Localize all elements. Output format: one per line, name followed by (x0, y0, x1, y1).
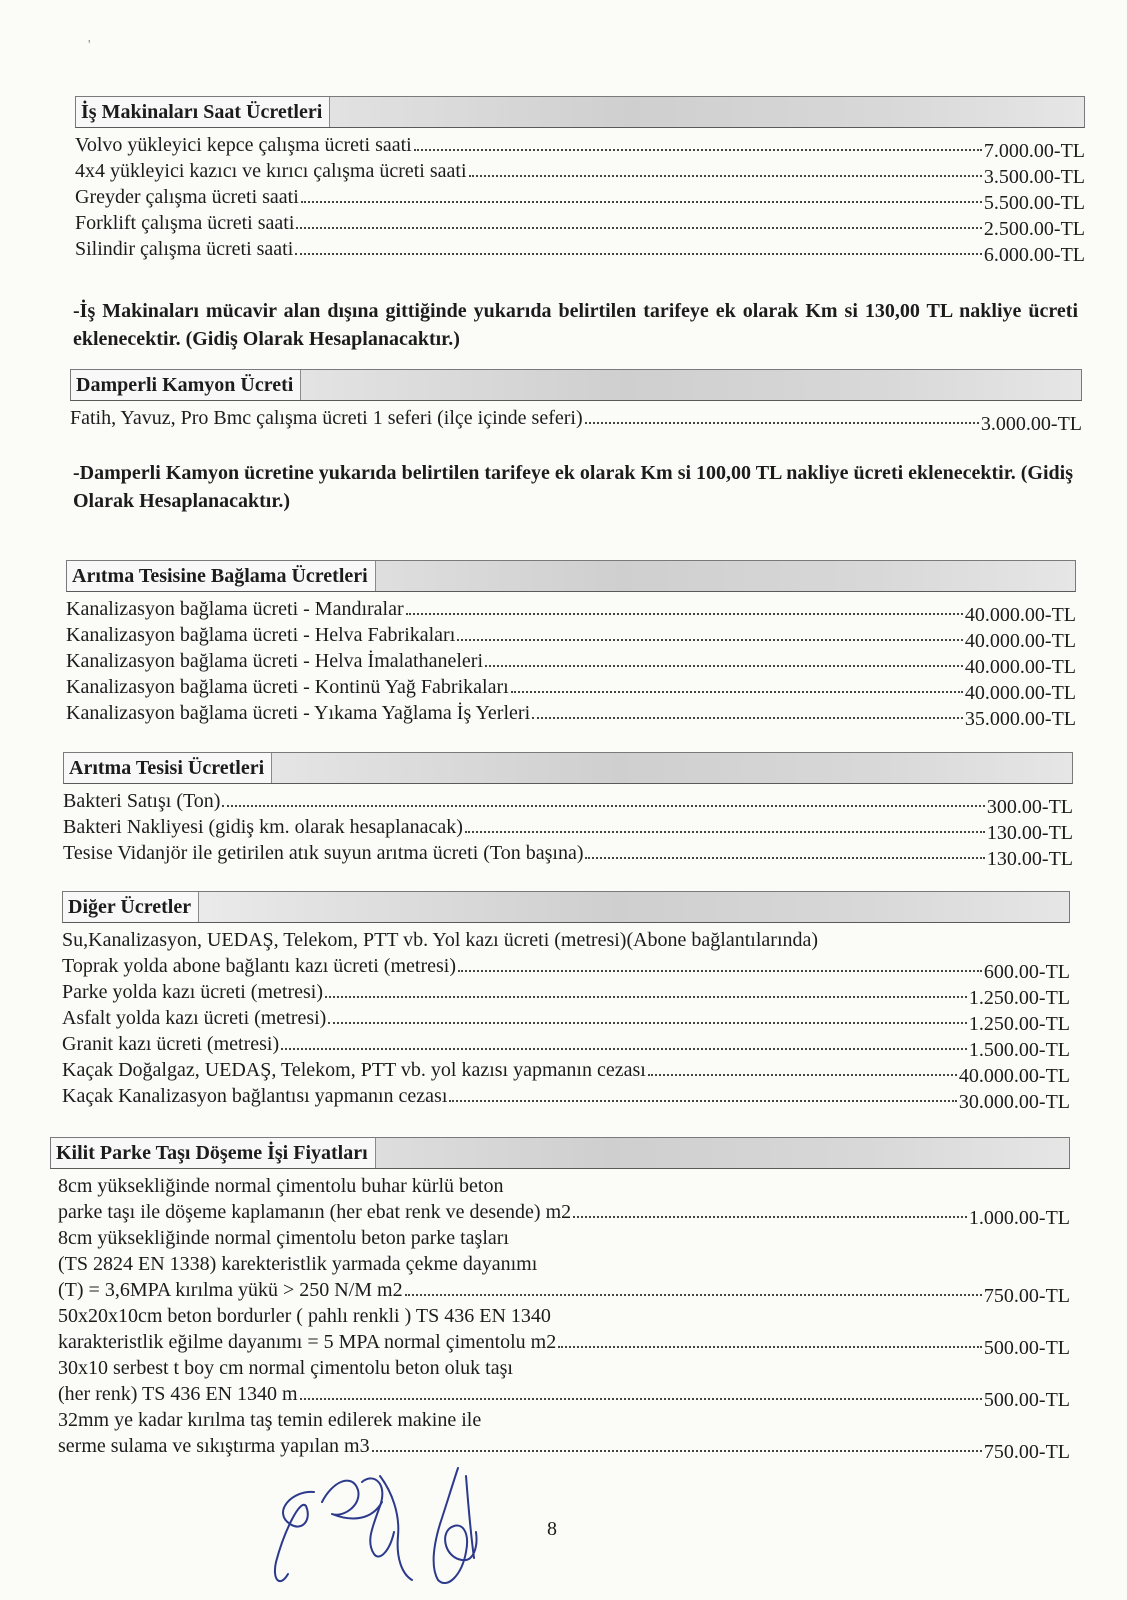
item-price: 130.00-TL (986, 822, 1073, 844)
dot-leader (372, 1450, 982, 1452)
dot-leader (295, 253, 982, 255)
price-row (66, 619, 1076, 652)
item-label: Greyder çalışma ücreti saati (75, 186, 299, 208)
section-paving-stone-prices (50, 1137, 1070, 1463)
price-row (58, 1274, 1070, 1307)
item-price: 1.250.00-TL (968, 987, 1070, 1009)
dot-leader (328, 1022, 967, 1024)
price-list (75, 129, 1085, 266)
price-list (70, 402, 1082, 435)
item-price: 3.000.00-TL (980, 413, 1082, 435)
price-row (63, 837, 1073, 870)
item-price: 1.000.00-TL (968, 1207, 1070, 1229)
item-price: 6.000.00-TL (983, 244, 1085, 266)
item-price: 40.000.00-TL (964, 604, 1076, 626)
item-price: 35.000.00-TL (964, 708, 1076, 730)
description-line: 32mm ye kadar kırılma taş temin edilerek makine ile (58, 1409, 482, 1431)
item-label: Kanalizasyon bağlama ücreti - Helva İmalathaneleri (66, 650, 484, 672)
price-row (75, 233, 1085, 266)
section-header (66, 560, 1076, 592)
intro-label: Su,Kanalizasyon, UEDAŞ, Telekom, PTT vb. Yol kazı ücreti (metresi)(Abone bağlantılarında) (62, 929, 819, 951)
item-label: Kanalizasyon bağlama ücreti - Helva Fabrikaları (66, 624, 456, 646)
item-label: Forklift çalışma ücreti saati (75, 212, 295, 234)
dot-leader (457, 639, 963, 641)
price-row (58, 1378, 1070, 1411)
item-label: Kanalizasyon bağlama ücreti - Kontinü Yağ Fabrikaları (66, 676, 509, 698)
dot-leader (465, 831, 985, 833)
section-machinery-hourly-rates (75, 96, 1085, 266)
dot-leader (406, 613, 963, 615)
scan-speck: ' (88, 38, 91, 53)
item-label: Tesise Vidanjör ile getirilen atık suyun arıtma ücreti (Ton başına) (63, 842, 584, 864)
item-label: karakteristlik eğilme dayanımı = 5 MPA normal çimentolu m2 (58, 1331, 557, 1353)
price-row (70, 402, 1082, 435)
dot-leader (414, 149, 982, 151)
dot-leader (573, 1216, 967, 1218)
dot-leader (296, 227, 982, 229)
dot-leader (469, 175, 982, 177)
intro-row (62, 924, 1070, 950)
section-dump-truck-rate (70, 369, 1082, 435)
description-line: 50x20x10cm beton bordurler ( pahlı renkli ) TS 436 EN 1340 (58, 1305, 551, 1327)
price-row (63, 811, 1073, 844)
item-label: Kaçak Doğalgaz, UEDAŞ, Telekom, PTT vb. yol kazısı yapmanın cezası (62, 1059, 646, 1081)
section-other-fees (62, 891, 1070, 1113)
price-list (66, 593, 1076, 730)
dot-leader (405, 1294, 982, 1296)
price-row (62, 1002, 1070, 1035)
price-list (62, 924, 1070, 1113)
price-row (62, 1080, 1070, 1113)
dot-leader (585, 857, 984, 859)
description-line: 30x10 serbest t boy cm normal çimentolu beton oluk taşı (58, 1357, 513, 1379)
price-row (75, 207, 1085, 240)
section-header (62, 891, 1070, 923)
machinery-transport-note: -İş Makinaları mücavir alan dışına gittiğinde yukarıda belirtilen tarifeye ek olarak Km si 130,00 TL nakliye ücreti eklenecektir. (Gidiş Olarak Hesaplanacaktır.) (73, 300, 1078, 350)
item-price: 750.00-TL (983, 1285, 1070, 1307)
price-row (75, 181, 1085, 214)
section-header (75, 96, 1085, 128)
section-header (50, 1137, 1070, 1169)
item-price: 300.00-TL (986, 796, 1073, 818)
item-label: Toprak yolda abone bağlantı kazı ücreti (metresi) (62, 955, 456, 977)
item-price: 40.000.00-TL (964, 656, 1076, 678)
item-price: 40.000.00-TL (964, 682, 1076, 704)
dot-leader (281, 1048, 967, 1050)
description-line: 8cm yüksekliğinde normal çimentolu beton parke taşları (58, 1227, 509, 1249)
item-label: Bakteri Satışı (Ton) (63, 790, 221, 812)
dot-leader (485, 665, 963, 667)
dot-leader (449, 1100, 957, 1102)
item-label: Kanalizasyon bağlama ücreti - Mandıralar (66, 598, 404, 620)
item-label: Volvo yükleyici kepce çalışma ücreti saati (75, 134, 412, 156)
item-price: 7.000.00-TL (983, 140, 1085, 162)
item-label: Kaçak Kanalizasyon bağlantısı yapmanın cezası (62, 1085, 448, 1107)
section-header (63, 752, 1073, 784)
item-price: 500.00-TL (983, 1337, 1070, 1359)
item-label: Fatih, Yavuz, Pro Bmc çalışma ücreti 1 seferi (ilçe içinde seferi) (70, 407, 583, 429)
item-label: Silindir çalışma ücreti saati (75, 238, 294, 260)
price-row (58, 1326, 1070, 1359)
description-line: (TS 2824 EN 1338) karekteristlik yarmada çekme dayanımı (58, 1253, 538, 1275)
section-title: Damperli Kamyon Ücreti (71, 370, 301, 400)
price-list (63, 785, 1073, 870)
price-row (75, 129, 1085, 162)
item-price: 1.500.00-TL (968, 1039, 1070, 1061)
dot-leader (300, 1398, 982, 1400)
item-label: (T) = 3,6MPA kırılma yükü > 250 N/M m2 (58, 1279, 403, 1301)
section-treatment-plant-fees (63, 752, 1073, 870)
price-row (66, 593, 1076, 626)
dot-leader (325, 996, 967, 998)
dot-leader (648, 1074, 957, 1076)
item-price: 40.000.00-TL (964, 630, 1076, 652)
item-label: Granit kazı ücreti (metresi) (62, 1033, 280, 1055)
section-header (70, 369, 1082, 401)
dot-leader (532, 717, 963, 719)
price-row (62, 1028, 1070, 1061)
item-price: 5.500.00-TL (983, 192, 1085, 214)
price-row (75, 155, 1085, 188)
item-price: 40.000.00-TL (958, 1065, 1070, 1087)
item-label: Asfalt yolda kazı ücreti (metresi) (62, 1007, 327, 1029)
item-price: 1.250.00-TL (968, 1013, 1070, 1035)
item-price: 2.500.00-TL (983, 218, 1085, 240)
dot-leader (558, 1346, 982, 1348)
price-row (66, 645, 1076, 678)
section-title: Arıtma Tesisine Bağlama Ücretleri (67, 561, 376, 591)
item-label: serme sulama ve sıkıştırma yapılan m3 (58, 1435, 370, 1457)
price-row (66, 697, 1076, 730)
price-row (62, 1054, 1070, 1087)
dot-leader (585, 422, 979, 424)
price-row (63, 785, 1073, 818)
item-label: (her renk) TS 436 EN 1340 m (58, 1383, 298, 1405)
item-label: Bakteri Nakliyesi (gidiş km. olarak hesaplanacak) (63, 816, 463, 838)
section-treatment-plant-connection-fees (66, 560, 1076, 730)
price-list (50, 1170, 1070, 1463)
truck-transport-note: -Damperli Kamyon ücretine yukarıda belirtilen tarifeye ek olarak Km si 100,00 TL nakliye ücreti eklenecektir. (Gidiş Olarak Hesaplanacaktır.) (73, 462, 1073, 512)
item-label: Kanalizasyon bağlama ücreti - Yıkama Yağlama İş Yerleri (66, 702, 531, 724)
section-title: İş Makinaları Saat Ücretleri (76, 97, 330, 127)
item-price: 3.500.00-TL (983, 166, 1085, 188)
section-title: Kilit Parke Taşı Döşeme İşi Fiyatları (51, 1138, 376, 1168)
item-price: 130.00-TL (986, 848, 1073, 870)
item-label: 4x4 yükleyici kazıcı ve kırıcı çalışma ücreti saati (75, 160, 467, 182)
handwritten-signature (262, 1462, 492, 1592)
dot-leader (222, 805, 984, 807)
price-row (66, 671, 1076, 704)
price-row (58, 1196, 1070, 1229)
item-label: Parke yolda kazı ücreti (metresi) (62, 981, 323, 1003)
price-row (58, 1430, 1070, 1463)
item-price: 30.000.00-TL (958, 1091, 1070, 1113)
page-number: 8 (547, 1518, 557, 1540)
dot-leader (301, 201, 982, 203)
section-title: Arıtma Tesisi Ücretleri (64, 753, 272, 783)
item-price: 750.00-TL (983, 1441, 1070, 1463)
description-line: 8cm yüksekliğinde normal çimentolu buhar kürlü beton (58, 1175, 504, 1197)
item-price: 600.00-TL (983, 961, 1070, 983)
dot-leader (458, 970, 982, 972)
item-label: parke taşı ile döşeme kaplamanın (her ebat renk ve desende) m2 (58, 1201, 572, 1223)
price-row (62, 976, 1070, 1009)
item-price: 500.00-TL (983, 1389, 1070, 1411)
section-title: Diğer Ücretler (63, 892, 199, 922)
dot-leader (511, 691, 963, 693)
price-row (62, 950, 1070, 983)
